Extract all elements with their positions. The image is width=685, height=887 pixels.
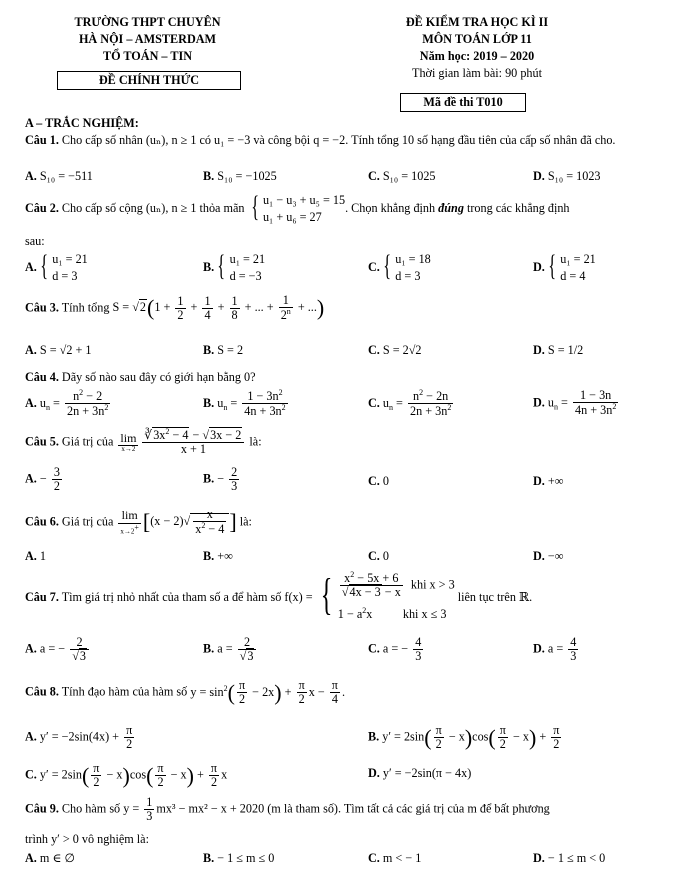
q4-option-b[interactable]: B. $u_n$ = $\frac{1 - 3n^2}{4n + 3n^2}$ bbox=[203, 388, 286, 419]
q5-option-b[interactable]: B. − $\frac{2}{3}$ bbox=[203, 465, 238, 494]
q9-option-b[interactable]: B. − 1 ≤ m ≤ 0 bbox=[203, 851, 275, 865]
q4-option-c[interactable]: C. $u_n$ = $\frac{n^2 - 2n}{2n + 3n^2}$ bbox=[368, 388, 452, 419]
exam-header bbox=[372, 14, 582, 82]
question-2-cont: sau: bbox=[25, 234, 45, 248]
q4-option-d[interactable]: D. $u_n$ = $\frac{1 - 3n}{4n + 3n^2}$ bbox=[533, 388, 617, 418]
q7-option-a[interactable]: A. a = − $\frac{2}{√3}$ bbox=[25, 636, 91, 664]
q9-option-c[interactable]: C. m < − 1 bbox=[368, 851, 422, 865]
q1-option-d[interactable]: D. S₁₀ = 1023 bbox=[533, 169, 601, 183]
school-name-line2: HÀ NỘI – AMSTERDAM bbox=[78, 32, 217, 46]
question-9-cont: trình y′ > 0 vô nghiệm là: bbox=[25, 832, 149, 846]
q8-option-a[interactable]: A. y′ = −2sin(4x) + $\frac{\pi}{2}$ bbox=[25, 723, 133, 752]
exam-year: Năm học: 2019 – 2020 bbox=[419, 49, 535, 63]
question-label: Câu 1. bbox=[25, 133, 59, 147]
q3-option-c[interactable]: C. S = 2√2 bbox=[368, 343, 422, 357]
question-9: Câu 9. Cho hàm số y = $\frac{1}{3}$ mx³ − mx² − x + 2020 (m là tham số). Tìm tất cả các giá trị của m để bất phương bbox=[25, 795, 550, 824]
q7-formula: f(x) = { $\frac{x^2 - 5x + 6}{√4x - 3 - x}$ khi x > 3 $1 - a^2x$ khi x ≤ 3 bbox=[284, 570, 455, 621]
q3-option-a[interactable]: A. S = √2 + 1 bbox=[25, 343, 92, 357]
q1-option-c[interactable]: C. S₁₀ = 1025 bbox=[368, 169, 436, 183]
question-2: Câu 2. Cho cấp số cộng (uₙ), n ≥ 1 thỏa mãn { u₁ − u₃ + u₅ = 15 u₁ + u₆ = 27 . Chọn khẳng định đúng trong các khẳng định bbox=[25, 190, 570, 224]
exam-subject: MÔN TOÁN LỚP 11 bbox=[422, 32, 532, 46]
exam-code: Mã đề thi T010 bbox=[400, 93, 526, 112]
q2-option-a[interactable]: A. { u₁ = 21 d = 3 bbox=[25, 249, 88, 283]
q1-option-a[interactable]: A. S₁₀ = −511 bbox=[25, 169, 93, 183]
q8-option-c[interactable]: C. y′ = 2sin( $\frac{\pi}{2}$ − x)cos( $\frac{\pi}{2}$ − x) + $\frac{\pi}{2}$ x bbox=[25, 761, 228, 790]
q7-option-c[interactable]: C. a = − $\frac{4}{3}$ bbox=[368, 635, 422, 664]
department: TỔ TOÁN – TIN bbox=[102, 49, 193, 63]
question-7: Câu 7. Tìm giá trị nhỏ nhất của tham số a để hàm số f(x) = { $\frac{x^2 - 5x + 6}{√4x - 3 - x}$ khi x > 3 $1 - a^2x$ khi x ≤ 3 liên tục trên ℝ. bbox=[25, 570, 533, 621]
q5-option-d[interactable]: D. +∞ bbox=[533, 474, 564, 488]
q6-option-d[interactable]: D. −∞ bbox=[533, 549, 564, 563]
school-header bbox=[40, 14, 255, 65]
q3-option-d[interactable]: D. S = 1/2 bbox=[533, 343, 584, 357]
question-5: Câu 5. Giá trị của $\frac{\lim}{x\to 2}$ $\frac{∛3x^2 - 4 - √3x - 2}{x + 1}$ là: bbox=[25, 427, 262, 457]
q3-option-b[interactable]: B. S = 2 bbox=[203, 343, 244, 357]
q5-option-c[interactable]: C. 0 bbox=[368, 474, 389, 488]
q3-formula: S = √2(1 + $\frac{1}{2}$ + $\frac{1}{4}$ + $\frac{1}{8}$ + ... + $\frac{1}{2^n}$ + ...) bbox=[112, 293, 325, 323]
exam-time: Thời gian làm bài: 90 phút bbox=[412, 66, 542, 80]
q8-option-b[interactable]: B. y′ = 2sin( $\frac{\pi}{2}$ − x)cos( $\frac{\pi}{2}$ − x) + $\frac{\pi}{2}$ bbox=[368, 723, 560, 752]
q6-option-c[interactable]: C. 0 bbox=[368, 549, 389, 563]
q9-option-a[interactable]: A. m ∈ ∅ bbox=[25, 851, 76, 865]
q7-option-d[interactable]: D. a = $\frac{4}{3}$ bbox=[533, 635, 577, 664]
q2-option-d[interactable]: D. { u₁ = 21 d = 4 bbox=[533, 249, 596, 283]
question-1 bbox=[25, 132, 665, 149]
q6-formula: $\frac{\lim}{x\to 2^+}$ [(x − 2)√ $\frac{x}{x^2 - 4}$ ] bbox=[120, 507, 237, 537]
q7-option-b[interactable]: B. a = $\frac{2}{√3}$ bbox=[203, 636, 258, 664]
q8-formula: $y = \sin^2$( $\frac{\pi}{2}$ − 2x) + $\frac{\pi}{2}$ x − $\frac{\pi}{4}$ . bbox=[190, 678, 345, 707]
question-4: Câu 4. Dãy số nào sau đây có giới hạn bằng 0? bbox=[25, 370, 256, 384]
question-8: Câu 8. Tính đạo hàm của hàm số $y = \sin^2$( $\frac{\pi}{2}$ − 2x) + $\frac{\pi}{2}$ x − $\frac{\pi}{4}$ . bbox=[25, 678, 345, 707]
q2-option-c[interactable]: C. { u₁ = 18 d = 3 bbox=[368, 249, 431, 283]
q2-option-b[interactable]: B. { u₁ = 21 d = −3 bbox=[203, 249, 266, 283]
q9-option-d[interactable]: D. − 1 ≤ m < 0 bbox=[533, 851, 606, 865]
q1-option-b[interactable]: B. S₁₀ = −1025 bbox=[203, 169, 277, 183]
school-name-line1: TRƯỜNG THPT CHUYÊN bbox=[74, 15, 221, 29]
question-3: Câu 3. Tính tổng S = √2(1 + $\frac{1}{2}$ + $\frac{1}{4}$ + $\frac{1}{8}$ + ... + $\frac{1}{2^n}$ + ...) bbox=[25, 293, 325, 323]
question-6: Câu 6. Giá trị của $\frac{\lim}{x\to 2^+}$ [(x − 2)√ $\frac{x}{x^2 - 4}$ ] là: bbox=[25, 507, 252, 537]
q8-option-d[interactable]: D. y′ = −2sin(π − 4x) bbox=[368, 766, 472, 780]
q6-option-a[interactable]: A. 1 bbox=[25, 549, 46, 563]
official-badge: ĐỀ CHÍNH THỨC bbox=[57, 71, 241, 90]
question-text: Cho cấp số nhân (uₙ), n ≥ 1 có u₁ = −3 và công bội q = −2. Tính tổng 10 số hạng đầu tiên của cấp số nhân đã cho. bbox=[58, 133, 616, 147]
q6-option-b[interactable]: B. +∞ bbox=[203, 549, 233, 563]
q5-option-a[interactable]: A. − $\frac{3}{2}$ bbox=[25, 465, 60, 494]
q5-formula: $\frac{\lim}{x\to 2}$ $\frac{∛3x^2 - 4 - √3x - 2}{x + 1}$ bbox=[116, 434, 246, 448]
exam-title: ĐỀ KIỂM TRA HỌC KÌ II bbox=[405, 15, 549, 29]
q4-option-a[interactable]: A. $u_n$ = $\frac{n^2 - 2}{2n + 3n^2}$ bbox=[25, 388, 109, 419]
section-title: A – TRẮC NGHIỆM: bbox=[25, 116, 139, 130]
